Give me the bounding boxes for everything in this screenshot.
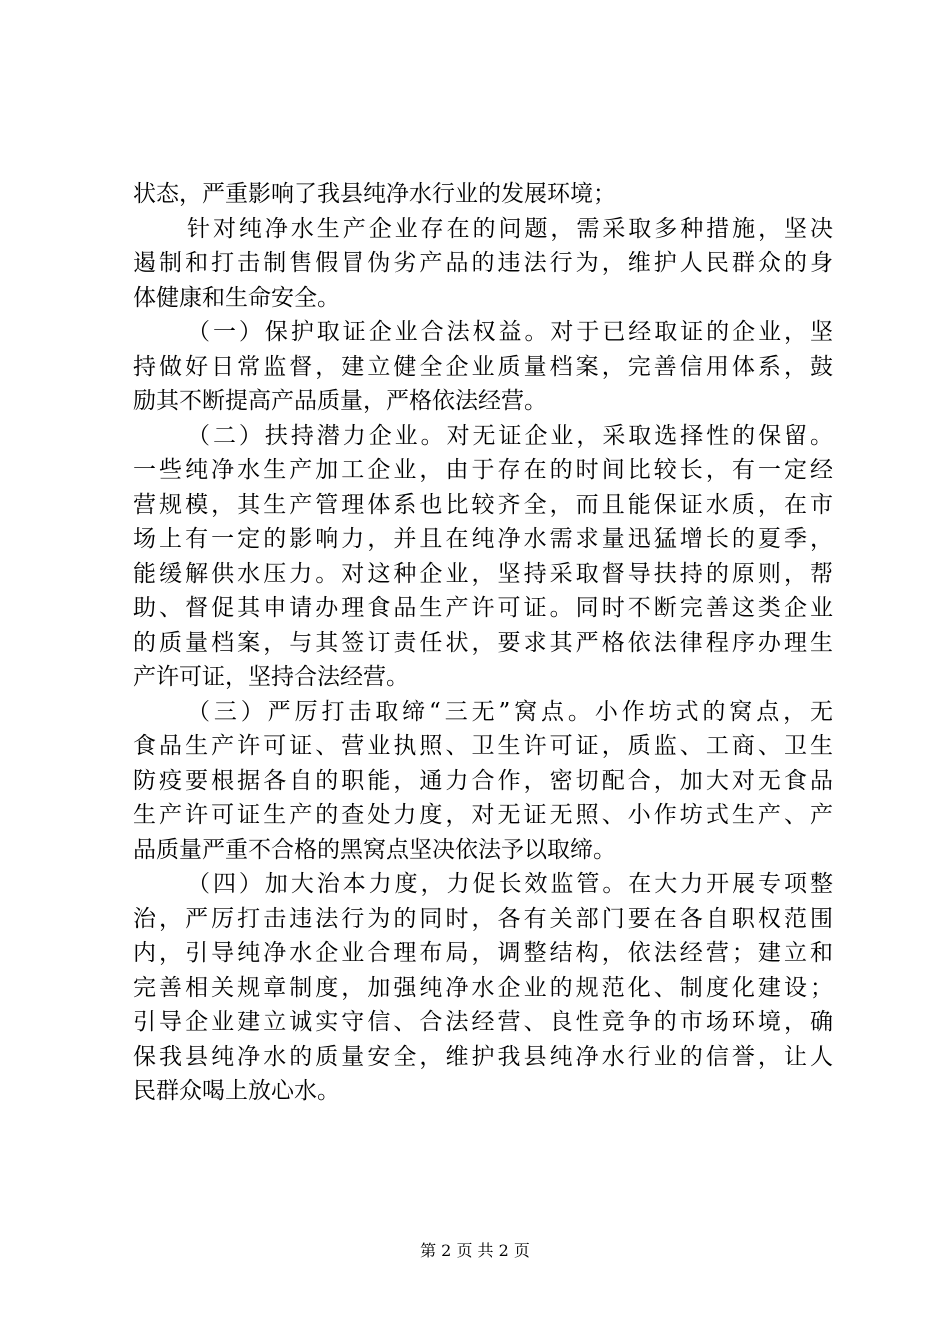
text-line: 引导企业建立诚实守信、合法经营、良性竞争的市场环境，确 [133,1009,833,1035]
text-line: 食品生产许可证、营业执照、卫生许可证，质监、工商、卫生 [133,733,833,759]
document-body [133,177,833,1109]
text-line: （一）保护取证企业合法权益。对于已经取证的企业，坚 [187,319,833,345]
text-line: 品质量严重不合格的黑窝点坚决依法予以取缔。 [133,836,616,863]
text-line: 持做好日常监督，建立健全企业质量档案，完善信用体系，鼓 [133,353,833,380]
text-line: 完善相关规章制度，加强纯净水企业的规范化、制度化建设； [133,974,833,1001]
text-line: 状态，严重影响了我县纯净水行业的发展环境； [133,181,616,207]
text-line: 生产许可证生产的查处力度，对无证无照、小作坊式生产、产 [133,802,833,828]
text-line: （二）扶持潜力企业。对无证企业，采取选择性的保留。 [187,422,833,449]
text-line: 民群众喝上放心水。 [133,1078,340,1104]
text-line: 针对纯净水生产企业存在的问题，需采取多种措施，坚决 [187,215,833,242]
text-line: 遏制和打击制售假冒伪劣产品的违法行为，维护人民群众的身 [133,250,833,276]
text-line: 一些纯净水生产加工企业，由于存在的时间比较长，有一定经 [133,457,833,483]
text-line: （三）严厉打击取缔“三无”窝点。小作坊式的窝点，无 [187,698,833,725]
text-line: 防疫要根据各自的职能，通力合作，密切配合，加大对无食品 [133,767,833,794]
text-line: 助、督促其申请办理食品生产许可证。同时不断完善这类企业 [133,595,833,621]
text-line: 营规模，其生产管理体系也比较齐全，而且能保证水质，在市 [133,491,833,518]
text-line: 产许可证，坚持合法经营。 [133,664,409,690]
text-line: （四）加大治本力度，力促长效监管。在大力开展专项整 [187,871,833,897]
page-footer: 第 2 页 共 2 页 [420,1241,530,1260]
text-line: 的质量档案，与其签订责任状，要求其严格依法律程序办理生 [133,629,833,656]
text-line: 内，引导纯净水企业合理布局，调整结构，依法经营；建立和 [133,940,833,966]
text-line: 场上有一定的影响力，并且在纯净水需求量迅猛增长的夏季， [133,526,833,552]
text-line: 保我县纯净水的质量安全，维护我县纯净水行业的信誉，让人 [133,1043,833,1070]
text-line: 体健康和生命安全。 [133,284,340,311]
text-line: 励其不断提高产品质量，严格依法经营。 [133,388,547,414]
text-line: 能缓解供水压力。对这种企业，坚持采取督导扶持的原则，帮 [133,560,833,587]
text-line: 治，严厉打击违法行为的同时，各有关部门要在各自职权范围 [133,905,833,932]
